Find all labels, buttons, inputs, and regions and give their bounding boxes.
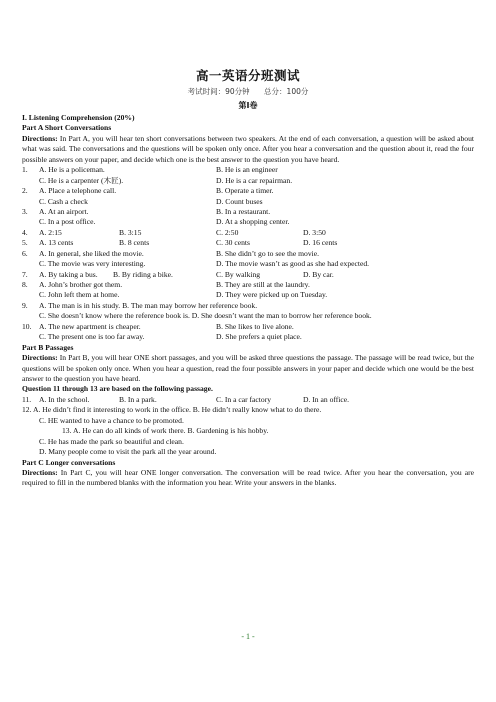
question-row: 3. A. At an airport. B. In a restaurant. bbox=[22, 206, 271, 216]
passage-question-heading: Question 11 through 13 are based on the following passage. bbox=[22, 384, 213, 394]
questions-1-3 bbox=[22, 165, 474, 228]
question-row: 7. A. By taking a bus. B. By riding a bike. C. By walking D. By car. bbox=[22, 269, 334, 279]
question-row: D. Many people come to visit the park all the year around. bbox=[39, 447, 217, 457]
exam-content bbox=[22, 113, 474, 489]
question-row: C. The present one is too far away. D. She prefers a quiet place. bbox=[39, 332, 302, 342]
question-row: 12. A. He didn’t find it interesting to work in the office. B. He didn’t really know what to do there. bbox=[22, 405, 322, 415]
page-number: - 1 - bbox=[241, 632, 255, 641]
question-row: C. He is a carpenter (木匠). D. He is a car repairman. bbox=[39, 175, 293, 185]
question-row: C. HE wanted to have a chance to be promoted. bbox=[39, 415, 184, 425]
question-row: C. John left them at home. D. They were picked up on Tuesday. bbox=[39, 290, 328, 300]
part-a-heading: Part A Short Conversations bbox=[22, 123, 112, 133]
question-row: C. She doesn’t know where the reference book is. D. She doesn’t want the man to borrow her reference book. bbox=[39, 311, 372, 321]
volume-label: 第I卷 bbox=[238, 101, 258, 110]
question-row: 13. A. He can do all kinds of work there. B. Gardening is his hobby. bbox=[62, 426, 269, 436]
section-heading: I. Listening Comprehension (20%) bbox=[22, 113, 135, 122]
part-a-directions: Directions: In Part A, you will hear ten short conversations between two speakers. At the end of each conversation, a question will be asked about what was said. The conversations and the questions will be spoken only once. After you hear a conversation and the question about it, read the four possible answers on your paper, and decide which one is the best answer to the question you have heard. bbox=[22, 133, 474, 164]
part-c-heading: Part C Longer conversations bbox=[22, 457, 116, 467]
exam-time: 考试时间：90分钟 bbox=[187, 87, 250, 96]
question-row: 5. A. 13 cents B. 8 cents C. 30 cents D. 16 cents bbox=[22, 238, 338, 248]
question-row: 6. A. In general, she liked the movie. B. She didn’t go to see the movie. bbox=[22, 248, 319, 258]
part-c-directions: Directions: In Part C, you will hear ONE longer conversation. The conversation will be read twice. After you hear the conversation, you are required to fill in the numbered blanks with the information you hear. Write your answers in the blanks. bbox=[22, 468, 474, 488]
part-b-heading: Part B Passages bbox=[22, 342, 74, 352]
question-row: C. In a post office. D. At a shopping center. bbox=[39, 217, 290, 227]
question-row: 10. A. The new apartment is cheaper. B. She likes to live alone. bbox=[22, 321, 294, 331]
question-row: 9. A. The man is in his study. B. The man may borrow her reference book. bbox=[22, 300, 258, 310]
exam-score: 总分：100分 bbox=[264, 87, 309, 96]
question-row: 4. A. 2:15 B. 3:15 C. 2:50 D. 3:50 bbox=[22, 227, 326, 237]
question-row: C. He has made the park so beautiful and clean. bbox=[39, 436, 184, 446]
question-row: 2. A. Place a telephone call. B. Operate a timer. bbox=[22, 186, 274, 196]
question-row: C. The movie was very interesting. D. The movie wasn’t as good as she had expected. bbox=[39, 259, 370, 269]
exam-meta bbox=[0, 86, 496, 97]
question-row: C. Cash a check D. Count buses bbox=[39, 196, 263, 206]
question-row: 11. A. In the school. B. In a park. C. In a car factory D. In an office. bbox=[22, 394, 350, 404]
part-b-directions: Directions: In Part B, you will hear ONE short passages, and you will be asked three questions the passage. The passage will be read twice, but the questions will be spoken only once. When you hear a question, read the four possible answers in your paper and decide which one would be the best answer to the question you have heard. bbox=[22, 353, 474, 384]
question-row: 8. A. John’s brother got them. B. They are still at the laundry. bbox=[22, 280, 310, 290]
page-title: 高一英语分班测试 bbox=[195, 68, 300, 83]
question-row: 1. A. He is a policeman. B. He is an engineer bbox=[22, 165, 278, 175]
